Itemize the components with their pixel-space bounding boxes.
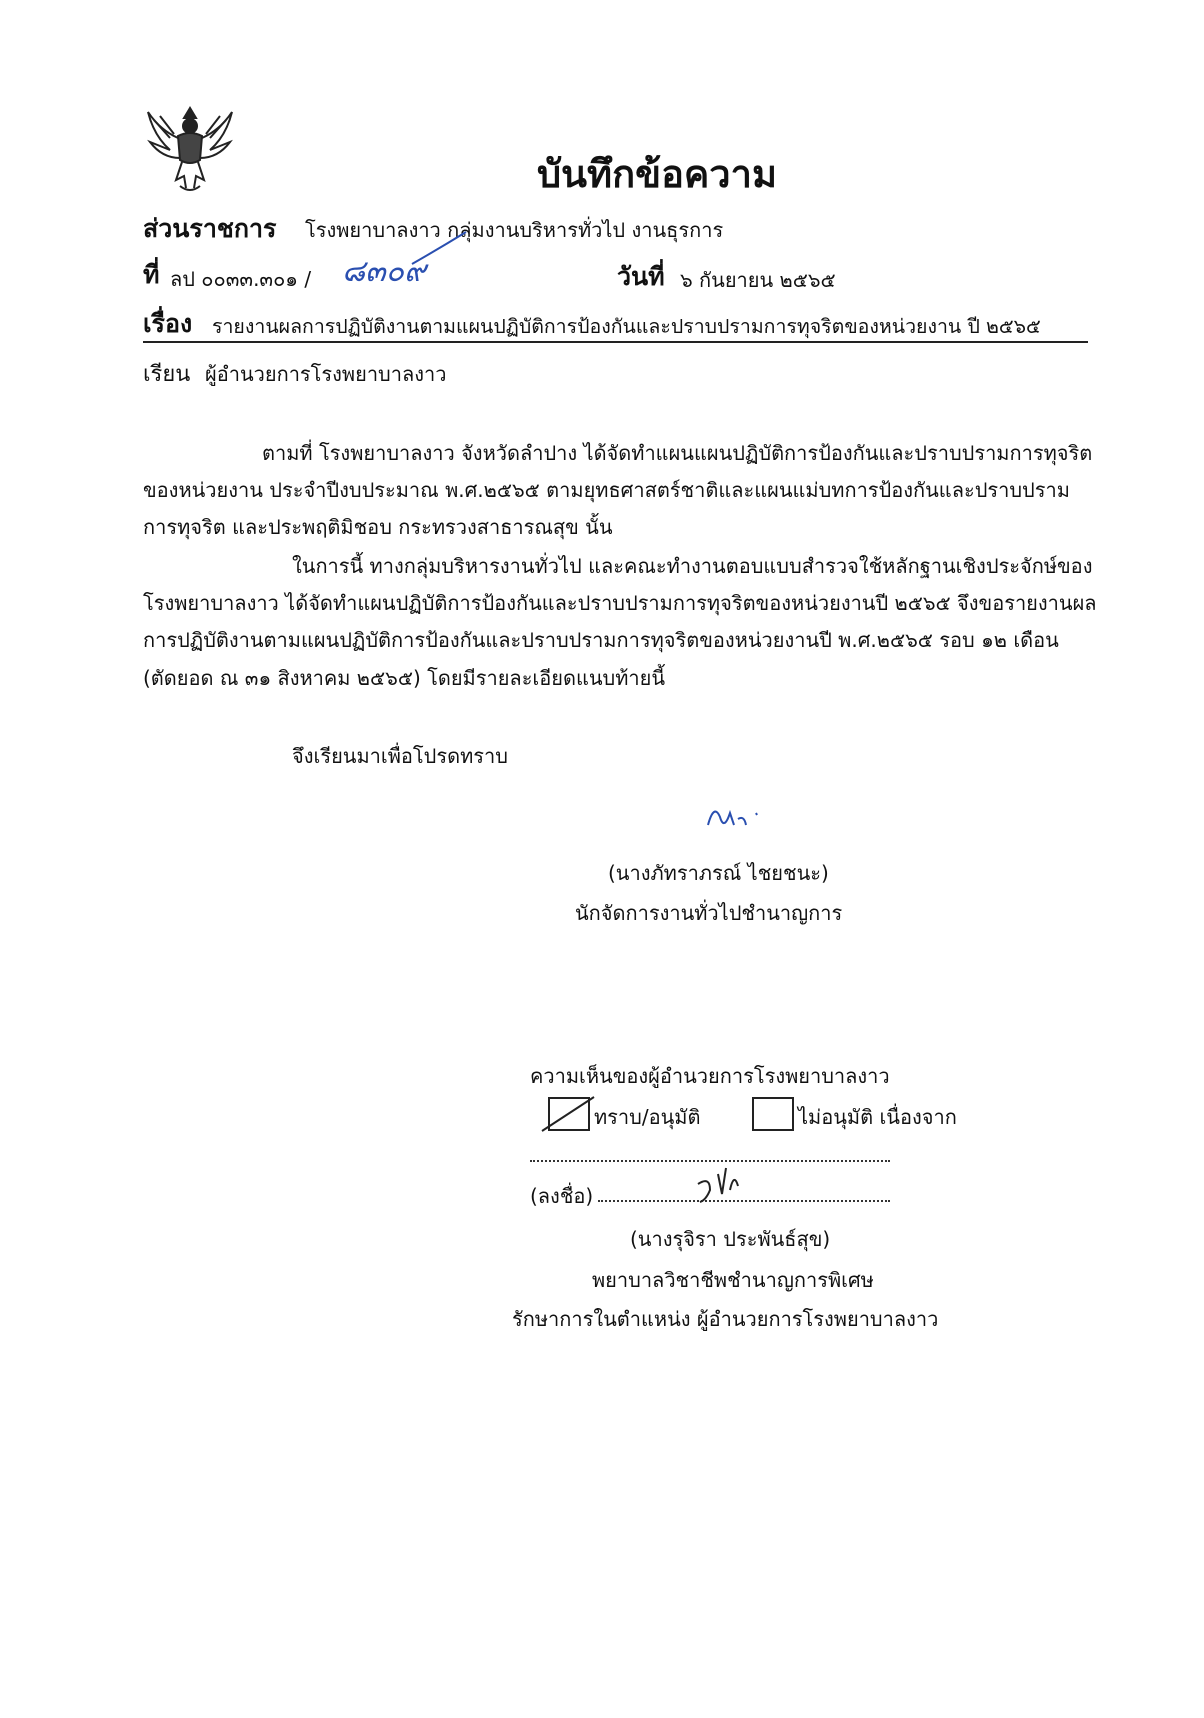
para1-line: การทุจริต และประพฤติมิชอบ กระทรวงสาธารณสุข นั้น bbox=[143, 515, 613, 539]
to-value: ผู้อำนวยการโรงพยาบาลงาว bbox=[205, 362, 447, 386]
date-value: ๖ กันยายน ๒๕๖๕ bbox=[680, 268, 836, 292]
para2-line: โรงพยาบาลงาว ได้จัดทำแผนปฏิบัติการป้องกันและปราบปรามการทุจริตของหน่วยงานปี ๒๕๖๕ จึงขอรายงานผล bbox=[143, 591, 1097, 615]
signer2-name: (นางรุจิรา ประพันธ์สุข) bbox=[630, 1227, 831, 1251]
reject-checkbox[interactable] bbox=[752, 1097, 794, 1131]
signature-icon bbox=[688, 1160, 748, 1206]
doc-no-label: ที่ bbox=[143, 260, 160, 289]
para2-line: ในการนี้ ทางกลุ่มบริหารงานทั่วไป และคณะทำงานตอบแบบสำรวจใช้หลักฐานเชิงประจักษ์ของ bbox=[292, 554, 1093, 578]
signer2-acting: รักษาการในตำแหน่ง ผู้อำนวยการโรงพยาบาลงาว bbox=[512, 1307, 939, 1331]
pen-stroke-icon bbox=[410, 228, 470, 268]
signer2-position: พยาบาลวิชาชีพชำนาญการพิเศษ bbox=[592, 1268, 874, 1292]
reject-label: ไม่อนุมัติ เนื่องจาก bbox=[798, 1105, 957, 1129]
para1-line: ตามที่ โรงพยาบาลงาว จังหวัดลำปาง ได้จัดทำแผนแผนปฏิบัติการป้องกันและปราบปรามการทุจริต bbox=[262, 441, 1093, 465]
subject-label: เรื่อง bbox=[143, 309, 193, 338]
opinion-heading: ความเห็นของผู้อำนวยการโรงพยาบาลงาว bbox=[530, 1064, 890, 1088]
sign-label: (ลงชื่อ) bbox=[530, 1184, 594, 1208]
para2-line: การปฏิบัติงานตามแผนปฏิบัติการป้องกันและปราบปรามการทุจริตของหน่วยงานปี พ.ศ.๒๕๖๕ รอบ ๑๒ เดือน bbox=[143, 628, 1059, 652]
closing-text: จึงเรียนมาเพื่อโปรดทราบ bbox=[292, 744, 508, 768]
doc-no-value: ลป ๐๐๓๓.๓๐๑ / bbox=[170, 267, 312, 291]
subject-rule bbox=[143, 341, 1088, 343]
signer1-name: (นางภัทราภรณ์ ไชยชนะ) bbox=[608, 861, 829, 885]
check-mark-icon bbox=[538, 1093, 598, 1137]
doc-no-handwritten: ๘๓๐๙ bbox=[342, 254, 426, 289]
memo-title: บันทึกข้อความ bbox=[536, 152, 778, 196]
date-label: วันที่ bbox=[617, 262, 665, 291]
para1-line: ของหน่วยงาน ประจำปีงบประมาณ พ.ศ.๒๕๖๕ ตามยุทธศาสตร์ชาติและแผนแม่บทการป้องกันและปราบปราม bbox=[143, 478, 1070, 502]
agency-label: ส่วนราชการ bbox=[143, 214, 277, 243]
approve-label: ทราบ/อนุมัติ bbox=[594, 1105, 701, 1129]
agency-value: โรงพยาบาลงาว กลุ่มงานบริหารทั่วไป งานธุรการ bbox=[305, 218, 724, 242]
subject-value: รายงานผลการปฏิบัติงานตามแผนปฏิบัติการป้องกันและปราบปรามการทุจริตของหน่วยงาน ปี ๒๕๖๕ bbox=[212, 315, 1041, 338]
para2-line: (ตัดยอด ณ ๓๑ สิงหาคม ๒๕๖๕) โดยมีรายละเอียดแนบท้ายนี้ bbox=[143, 666, 666, 690]
signer1-position: นักจัดการงานทั่วไปชำนาญการ bbox=[575, 901, 843, 925]
to-label: เรียน bbox=[143, 362, 191, 387]
signature-icon bbox=[700, 795, 770, 840]
